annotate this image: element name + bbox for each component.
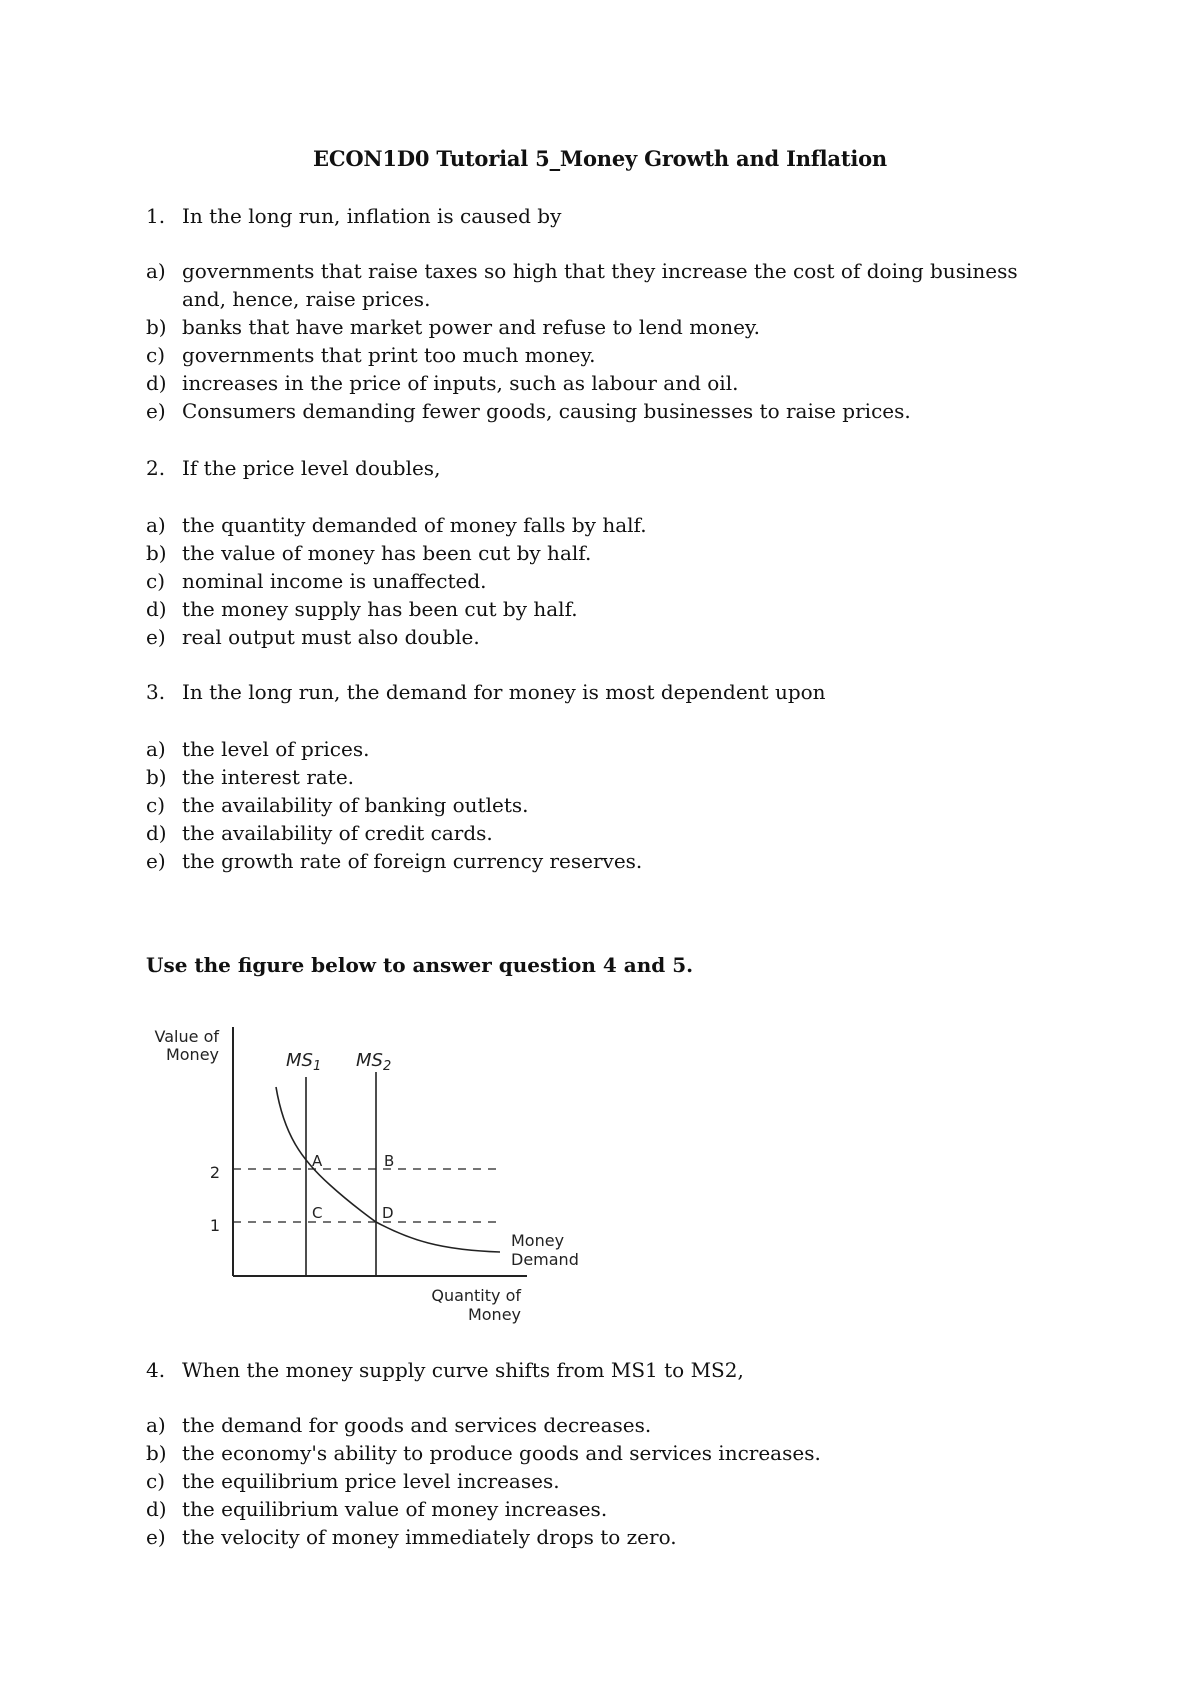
question-2-options xyxy=(146,511,1046,651)
y-axis-label-line2: Money xyxy=(165,1045,219,1064)
question-text: In the long run, inflation is caused by xyxy=(182,204,562,228)
question-number: 2. xyxy=(146,456,166,480)
option-c: c) the equilibrium price level increases. xyxy=(146,1469,560,1493)
point-b-label: B xyxy=(384,1152,395,1170)
point-c-label: C xyxy=(312,1204,323,1222)
question-number: 1. xyxy=(146,204,166,228)
figure-instruction: Use the figure below to answer question 4 and 5. xyxy=(146,953,694,977)
option-c: c) governments that print too much money. xyxy=(146,343,596,367)
option-c: c) the availability of banking outlets. xyxy=(146,793,529,817)
ms2-label: $MS_2$ xyxy=(356,1050,392,1074)
question-3 xyxy=(146,679,1046,706)
question-number: 4. xyxy=(146,1358,166,1382)
option-c: c) nominal income is unaffected. xyxy=(146,569,487,593)
y-tick-2: 2 xyxy=(209,1163,220,1182)
question-text: In the long run, the demand for money is most dependent upon xyxy=(182,680,826,704)
option-a: a) the quantity demanded of money falls by half. xyxy=(146,513,647,537)
x-axis-label-line2: Money xyxy=(467,1305,521,1324)
option-d: d) the money supply has been cut by half. xyxy=(146,597,578,621)
option-b: b) the economy's ability to produce goods and services increases. xyxy=(146,1441,821,1465)
option-d: d) the equilibrium value of money increases. xyxy=(146,1497,608,1521)
option-b: b) banks that have market power and refuse to lend money. xyxy=(146,315,760,339)
option-e: e) real output must also double. xyxy=(146,625,480,649)
x-axis-label-line1: Quantity of xyxy=(431,1286,521,1305)
option-d: d) the availability of credit cards. xyxy=(146,821,493,845)
question-3-options xyxy=(146,735,1046,875)
option-a: a) governments that raise taxes so high that they increase the cost of doing business and, hence, raise prices. xyxy=(146,259,1018,311)
option-e: e) Consumers demanding fewer goods, causing businesses to raise prices. xyxy=(146,399,911,423)
option-b: b) the interest rate. xyxy=(146,765,355,789)
page-title: ECON1D0 Tutorial 5_Money Growth and Inflation xyxy=(313,146,887,171)
question-1-options xyxy=(146,257,1046,425)
option-b: b) the value of money has been cut by half. xyxy=(146,541,592,565)
money-demand-curve xyxy=(276,1087,500,1252)
question-number: 3. xyxy=(146,680,166,704)
question-1 xyxy=(146,203,1046,230)
point-a-label: A xyxy=(312,1152,323,1170)
money-demand-label-line2: Demand xyxy=(511,1250,579,1269)
y-axis-label-line1: Value of xyxy=(154,1027,219,1046)
question-text: When the money supply curve shifts from MS1 to MS2, xyxy=(182,1358,744,1382)
option-a: a) the level of prices. xyxy=(146,737,370,761)
option-e: e) the velocity of money immediately drops to zero. xyxy=(146,1525,677,1549)
y-tick-1: 1 xyxy=(209,1216,220,1235)
question-2 xyxy=(146,455,1046,482)
point-d-label: D xyxy=(382,1204,394,1222)
question-4 xyxy=(146,1357,1046,1384)
option-e: e) the growth rate of foreign currency reserves. xyxy=(146,849,643,873)
option-d: d) increases in the price of inputs, such as labour and oil. xyxy=(146,371,739,395)
money-demand-label-line1: Money xyxy=(511,1231,565,1250)
question-text: If the price level doubles, xyxy=(182,456,441,480)
ms1-label: $MS_1$ xyxy=(286,1050,322,1074)
option-a: a) the demand for goods and services decreases. xyxy=(146,1413,652,1437)
question-4-options xyxy=(146,1411,1046,1551)
